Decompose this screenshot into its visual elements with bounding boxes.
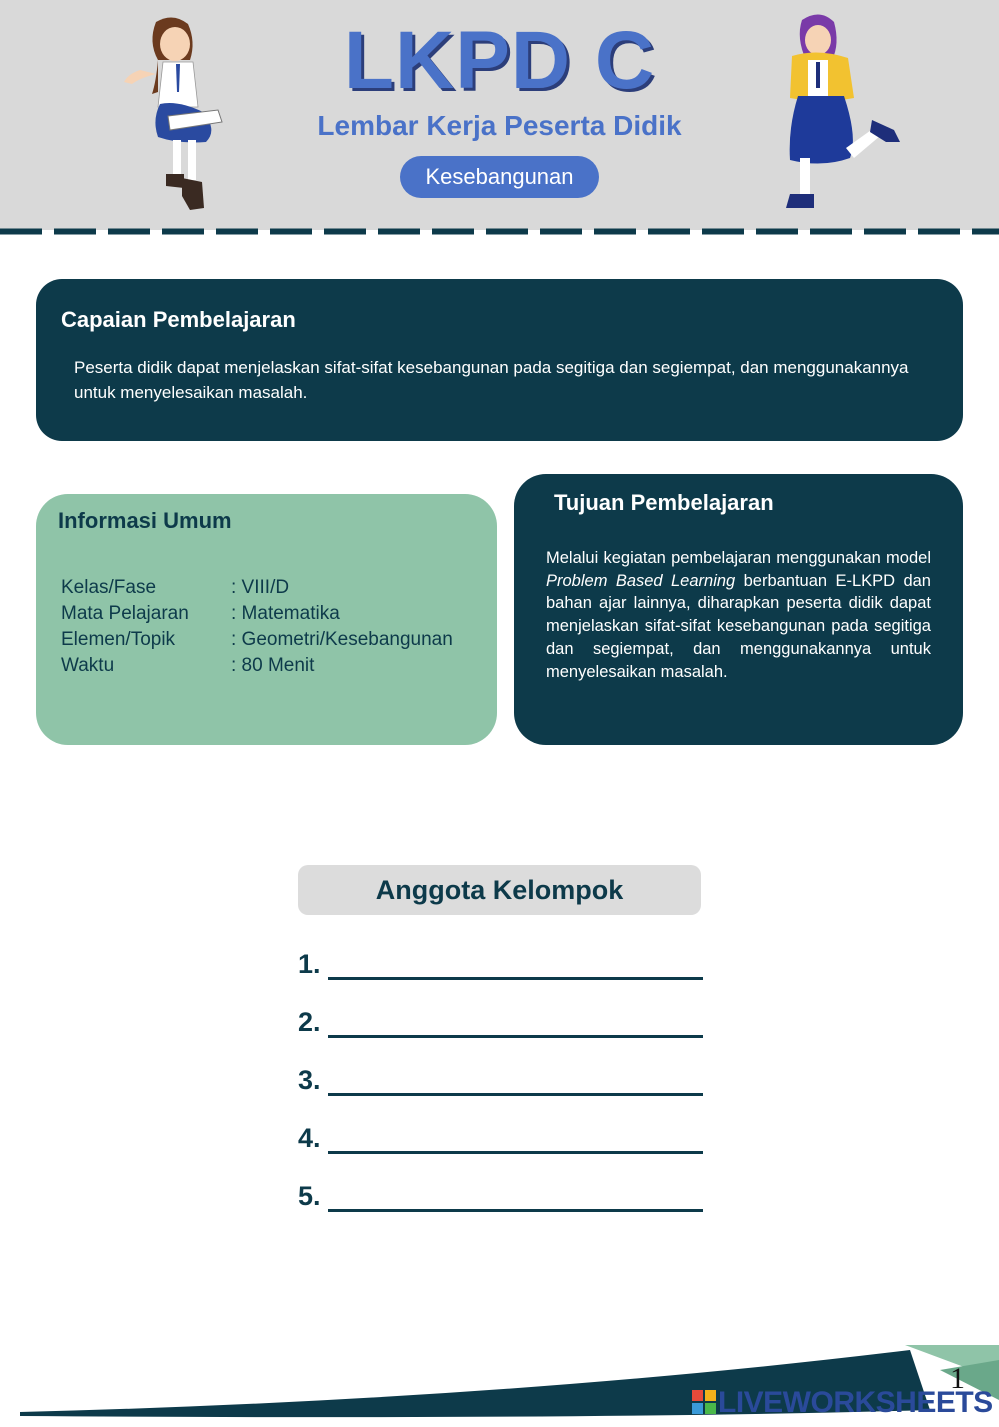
member-input-line[interactable] xyxy=(328,1035,703,1038)
tujuan-text-part: berbantuan E-LKPD dan bahan ajar lainnya, diharapkan peserta didik dapat menjelaskan sifat-sifat kesebangunan pada segitiga dan segiempat, dan menggunakannya untuk menyelesaikan masalah. xyxy=(546,571,931,681)
tujuan-text-italic: Problem Based Learning xyxy=(546,571,736,590)
page-number: 1 xyxy=(950,1362,965,1395)
worksheet-title: LKPD C xyxy=(343,15,656,106)
tujuan-heading: Tujuan Pembelajaran xyxy=(554,490,774,515)
member-number: 2. xyxy=(298,1007,321,1037)
member-field-5[interactable] xyxy=(298,1180,703,1214)
member-input-line[interactable] xyxy=(328,1209,703,1212)
header-dashed-divider xyxy=(0,228,999,235)
anggota-kelompok-heading: Anggota Kelompok xyxy=(298,865,701,915)
topic-pill: Kesebangunan xyxy=(400,156,599,198)
member-field-4[interactable] xyxy=(298,1122,703,1156)
member-number: 5. xyxy=(298,1181,321,1211)
member-field-1[interactable] xyxy=(298,948,703,982)
info-value: : Matematika xyxy=(231,603,340,624)
info-value: : 80 Menit xyxy=(231,655,315,676)
member-number: 3. xyxy=(298,1065,321,1095)
info-value: : Geometri/Kesebangunan xyxy=(231,629,453,650)
info-key: Kelas/Fase xyxy=(61,577,157,598)
tujuan-text-part: Melalui kegiatan pembelajaran menggunakan model xyxy=(546,549,931,567)
info-value: : VIII/D xyxy=(231,577,290,598)
member-field-2[interactable] xyxy=(298,1006,703,1040)
informasi-heading: Informasi Umum xyxy=(58,508,232,533)
informasi-umum-card xyxy=(36,494,497,745)
info-key: Mata Pelajaran xyxy=(61,603,189,624)
liveworksheets-logo-icon xyxy=(692,1390,716,1414)
member-input-line[interactable] xyxy=(328,1093,703,1096)
member-input-line[interactable] xyxy=(328,1151,703,1154)
liveworksheets-watermark: LIVEWORKSHEETS xyxy=(718,1386,993,1419)
capaian-text: Peserta didik dapat menjelaskan sifat-sifat kesebangunan pada segitiga dan segiempat, dan menggunakannya untuk menyelesaikan masalah. xyxy=(74,358,909,402)
tujuan-text xyxy=(546,547,931,683)
capaian-heading: Capaian Pembelajaran xyxy=(61,307,296,332)
member-field-3[interactable] xyxy=(298,1064,703,1098)
capaian-pembelajaran-card xyxy=(36,279,963,441)
info-key: Elemen/Topik xyxy=(61,629,176,650)
tujuan-pembelajaran-card xyxy=(514,474,963,745)
member-number: 4. xyxy=(298,1123,321,1153)
member-input-line[interactable] xyxy=(328,977,703,980)
info-key: Waktu xyxy=(61,655,115,676)
worksheet-subtitle: Lembar Kerja Peserta Didik xyxy=(317,110,682,141)
member-number: 1. xyxy=(298,949,321,979)
